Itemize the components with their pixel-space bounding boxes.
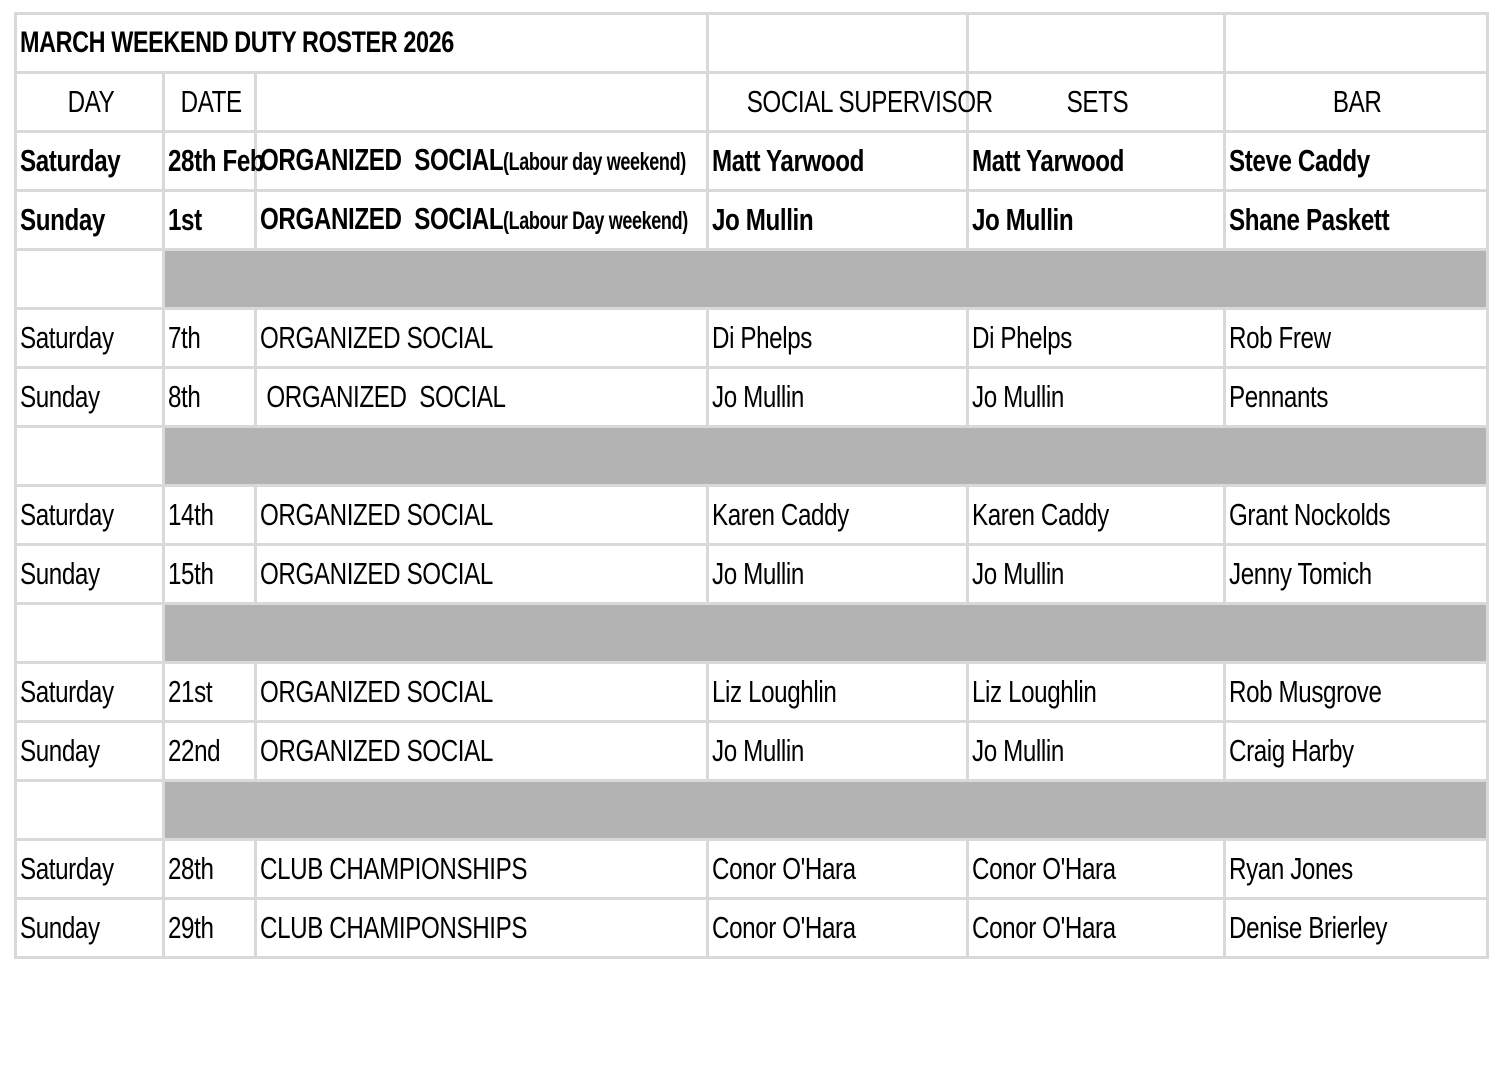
supervisor-text: Jo Mullin xyxy=(712,556,804,591)
separator-band xyxy=(164,781,1488,840)
empty-cell[interactable] xyxy=(16,250,164,309)
sets-text: Conor O'Hara xyxy=(972,910,1116,945)
event-cell[interactable] xyxy=(256,663,708,722)
date-cell[interactable] xyxy=(164,368,256,427)
day-cell[interactable] xyxy=(16,486,164,545)
bar-cell[interactable] xyxy=(1225,132,1488,191)
supervisor-text: Jo Mullin xyxy=(712,379,804,414)
bar-text: Steve Caddy xyxy=(1229,143,1370,178)
sets-cell[interactable] xyxy=(968,368,1225,427)
supervisor-text: Di Phelps xyxy=(712,320,813,355)
separator-row xyxy=(16,250,1488,309)
roster-row xyxy=(16,309,1488,368)
date-text: 1st xyxy=(168,202,202,237)
bar-text: Denise Brierley xyxy=(1229,910,1388,945)
day-text: Sunday xyxy=(20,733,100,768)
empty-cell[interactable] xyxy=(16,427,164,486)
roster-row xyxy=(16,840,1488,899)
column-header-bar: BAR xyxy=(1333,84,1382,119)
roster-row xyxy=(16,486,1488,545)
bar-cell[interactable] xyxy=(1225,840,1488,899)
header-cell-date[interactable] xyxy=(164,73,256,132)
date-text: 28th Feb xyxy=(168,143,265,178)
bar-cell[interactable] xyxy=(1225,663,1488,722)
column-header-supervisor: SOCIAL SUPERVISOR xyxy=(746,84,993,119)
header-cell-day[interactable] xyxy=(16,73,164,132)
supervisor-cell[interactable] xyxy=(708,899,968,958)
bar-cell[interactable] xyxy=(1225,899,1488,958)
header-row xyxy=(16,73,1488,132)
bar-cell[interactable] xyxy=(1225,309,1488,368)
sets-cell[interactable] xyxy=(968,132,1225,191)
header-cell-supervisor[interactable] xyxy=(708,73,993,132)
event-text: ORGANIZED SOCIAL xyxy=(260,142,504,177)
event-cell[interactable] xyxy=(256,309,708,368)
supervisor-text: Liz Loughlin xyxy=(712,674,837,709)
roster-row xyxy=(16,132,1488,191)
bar-text: Ryan Jones xyxy=(1229,851,1353,886)
event-cell[interactable] xyxy=(256,722,708,781)
date-text: 14th xyxy=(168,497,214,532)
title-cell[interactable] xyxy=(16,14,708,73)
sets-cell[interactable] xyxy=(968,309,1225,368)
date-text: 21st xyxy=(168,674,213,709)
day-cell[interactable] xyxy=(16,899,164,958)
roster-row xyxy=(16,545,1488,604)
sets-text: Di Phelps xyxy=(972,320,1073,355)
date-text: 8th xyxy=(168,379,201,414)
roster-row xyxy=(16,722,1488,781)
date-text: 22nd xyxy=(168,733,221,768)
sets-cell[interactable] xyxy=(968,663,1225,722)
event-text: ORGANIZED SOCIAL xyxy=(260,674,493,709)
sets-cell[interactable] xyxy=(968,899,1225,958)
date-cell[interactable] xyxy=(164,840,256,899)
empty-cell[interactable] xyxy=(16,604,164,663)
supervisor-cell[interactable] xyxy=(708,309,968,368)
day-cell[interactable] xyxy=(16,840,164,899)
event-text: ORGANIZED SOCIAL xyxy=(260,733,493,768)
event-cell[interactable] xyxy=(256,368,708,427)
date-cell[interactable] xyxy=(164,132,265,191)
bar-cell[interactable] xyxy=(1225,722,1488,781)
date-text: 28th xyxy=(168,851,214,886)
day-text: Sunday xyxy=(20,379,100,414)
sets-cell[interactable] xyxy=(968,722,1225,781)
separator-row xyxy=(16,781,1488,840)
date-cell[interactable] xyxy=(164,191,256,250)
event-cell[interactable] xyxy=(256,486,708,545)
day-text: Sunday xyxy=(20,202,105,237)
supervisor-cell[interactable] xyxy=(708,486,968,545)
supervisor-cell[interactable] xyxy=(708,722,968,781)
date-cell[interactable] xyxy=(164,309,256,368)
bar-text: Shane Paskett xyxy=(1229,202,1390,237)
event-text: ORGANIZED SOCIAL xyxy=(260,497,493,532)
date-text: 7th xyxy=(168,320,201,355)
bar-text: Grant Nockolds xyxy=(1229,497,1391,532)
supervisor-text: Jo Mullin xyxy=(712,733,804,768)
sets-cell[interactable] xyxy=(968,840,1225,899)
column-header-day: DAY xyxy=(67,84,115,119)
bar-text: Rob Musgrove xyxy=(1229,674,1382,709)
sets-cell[interactable] xyxy=(968,191,1225,250)
title-row xyxy=(16,14,1488,73)
supervisor-cell[interactable] xyxy=(708,663,968,722)
event-cell[interactable] xyxy=(256,191,708,250)
header-cell-event[interactable] xyxy=(256,73,708,132)
supervisor-cell[interactable] xyxy=(708,191,968,250)
day-cell[interactable] xyxy=(16,722,164,781)
supervisor-cell[interactable] xyxy=(708,368,968,427)
sets-text: Karen Caddy xyxy=(972,497,1109,532)
roster-body xyxy=(16,14,1488,958)
event-note: (Labour Day weekend) xyxy=(503,207,688,235)
date-text: 29th xyxy=(168,910,214,945)
sets-text: Liz Loughlin xyxy=(972,674,1097,709)
date-cell[interactable] xyxy=(164,486,256,545)
roster-row xyxy=(16,663,1488,722)
supervisor-text: Matt Yarwood xyxy=(712,143,865,178)
bar-text: Rob Frew xyxy=(1229,320,1331,355)
supervisor-cell[interactable] xyxy=(708,545,968,604)
day-text: Saturday xyxy=(20,851,114,886)
supervisor-text: Karen Caddy xyxy=(712,497,849,532)
day-cell[interactable] xyxy=(16,545,164,604)
column-header-sets: SETS xyxy=(1066,84,1129,119)
day-cell[interactable] xyxy=(16,309,164,368)
day-cell[interactable] xyxy=(16,132,164,191)
event-note: (Labour day weekend) xyxy=(503,148,686,176)
event-text: CLUB CHAMPIONSHIPS xyxy=(260,851,528,886)
roster-row xyxy=(16,368,1488,427)
date-cell[interactable] xyxy=(164,899,256,958)
separator-band xyxy=(164,604,1488,663)
event-cell[interactable] xyxy=(256,899,708,958)
bar-text: Craig Harby xyxy=(1229,733,1354,768)
event-text: ORGANIZED SOCIAL xyxy=(260,556,493,591)
bar-cell[interactable] xyxy=(1225,191,1488,250)
event-text: ORGANIZED SOCIAL xyxy=(260,201,504,236)
separator-band xyxy=(164,427,1488,486)
event-cell[interactable] xyxy=(256,545,708,604)
separator-row xyxy=(16,604,1488,663)
duty-roster-table xyxy=(14,12,1489,959)
event-cell[interactable] xyxy=(256,132,708,191)
empty-cell[interactable] xyxy=(968,14,1225,73)
day-text: Sunday xyxy=(20,910,100,945)
roster-row xyxy=(16,191,1488,250)
supervisor-cell[interactable] xyxy=(708,840,968,899)
date-cell[interactable] xyxy=(164,722,256,781)
sets-text: Jo Mullin xyxy=(972,379,1064,414)
event-text: CLUB CHAMIPONSHIPS xyxy=(260,910,528,945)
empty-cell[interactable] xyxy=(16,781,164,840)
roster-row xyxy=(16,899,1488,958)
date-cell[interactable] xyxy=(164,545,256,604)
separator-band xyxy=(164,250,1488,309)
bar-text: Pennants xyxy=(1229,379,1329,414)
date-text: 15th xyxy=(168,556,214,591)
supervisor-cell[interactable] xyxy=(708,132,968,191)
sets-cell[interactable] xyxy=(968,545,1225,604)
empty-cell[interactable] xyxy=(1225,14,1488,73)
sets-cell[interactable] xyxy=(968,486,1225,545)
separator-row xyxy=(16,427,1488,486)
roster-title: MARCH WEEKEND DUTY ROSTER 2026 xyxy=(20,26,454,59)
sets-text: Jo Mullin xyxy=(972,556,1064,591)
event-text: ORGANIZED SOCIAL xyxy=(260,379,506,414)
sets-text: Jo Mullin xyxy=(972,202,1074,237)
bar-cell[interactable] xyxy=(1225,368,1488,427)
supervisor-text: Conor O'Hara xyxy=(712,851,856,886)
day-text: Saturday xyxy=(20,143,121,178)
event-text: ORGANIZED SOCIAL xyxy=(260,320,493,355)
bar-text: Jenny Tomich xyxy=(1229,556,1372,591)
day-cell[interactable] xyxy=(16,368,164,427)
column-header-date: DATE xyxy=(180,84,242,119)
day-text: Saturday xyxy=(20,674,114,709)
date-cell[interactable] xyxy=(164,663,256,722)
bar-cell[interactable] xyxy=(1225,486,1488,545)
header-cell-sets[interactable] xyxy=(968,73,1225,132)
event-cell[interactable] xyxy=(256,840,708,899)
day-cell[interactable] xyxy=(16,663,164,722)
day-text: Saturday xyxy=(20,497,114,532)
day-text: Saturday xyxy=(20,320,114,355)
day-cell[interactable] xyxy=(16,191,164,250)
bar-cell[interactable] xyxy=(1225,545,1488,604)
sets-text: Jo Mullin xyxy=(972,733,1064,768)
day-text: Sunday xyxy=(20,556,100,591)
sets-text: Matt Yarwood xyxy=(972,143,1125,178)
sets-text: Conor O'Hara xyxy=(972,851,1116,886)
header-cell-bar[interactable] xyxy=(1225,73,1488,132)
supervisor-text: Jo Mullin xyxy=(712,202,814,237)
supervisor-text: Conor O'Hara xyxy=(712,910,856,945)
empty-cell[interactable] xyxy=(708,14,968,73)
